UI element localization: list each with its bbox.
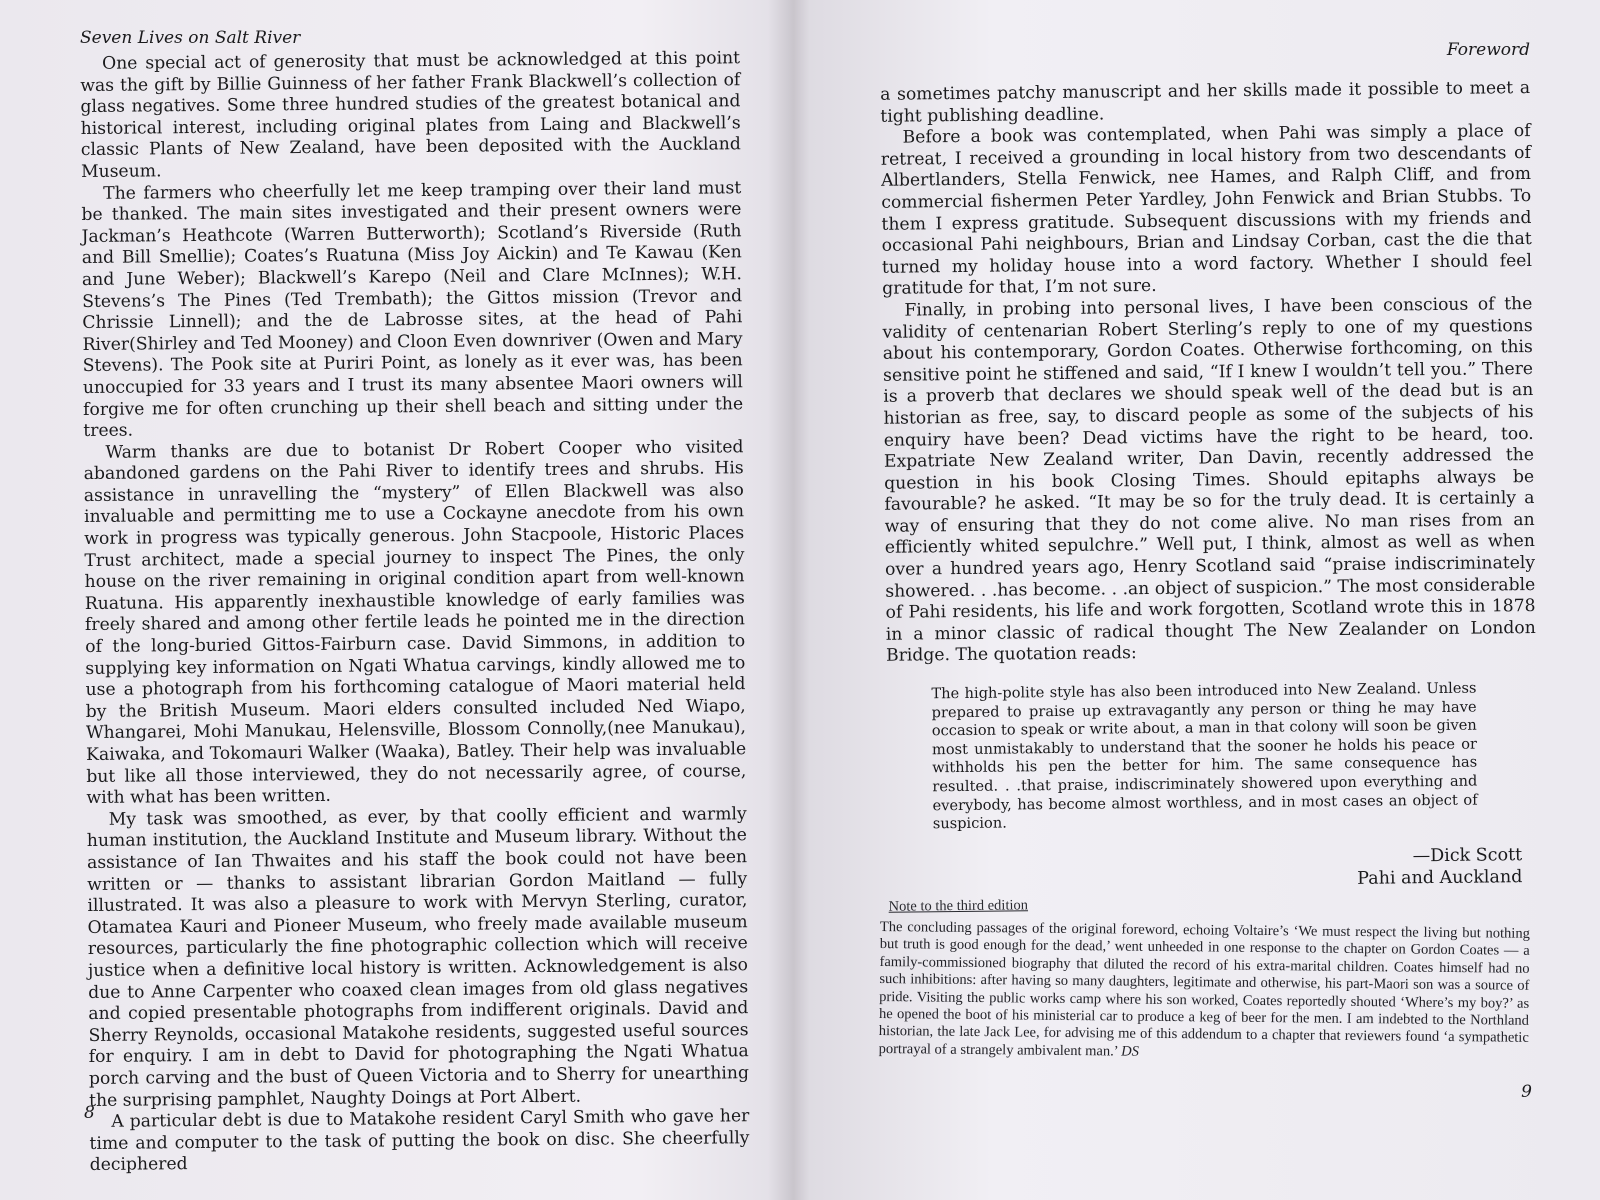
right-page-body [880,78,1539,916]
block-quote: The high-polite style has also been introduced into New Zealand. Unless prepared to praise up extravagantly any person or thing he may have occasion to speak or write about, a man in that colony will soon be given most unmistakably to understand that the sooner he holds his peace or withholds his pen the better for him. The same consequence has resulted. . .that praise, indiscriminately showered upon everything and everybody, has become almost worthless, and in most cases an object of suspicion. [931,679,1478,833]
paragraph: One special act of generosity that must be acknowledged at this point was the gift by Billie Guinness of her father Frank Blackwell’s collection of glass negatives. Some three hundred studies of the greatest botanical and historical interest, including original plates from Laing and Blackwell’s classic Plants of New Zealand, have been deposited with the Auckland Museum. [80,48,741,182]
note-initials: DS [1121,1043,1139,1060]
page-number-right: 9 [1521,1082,1532,1102]
left-page-body [80,48,750,1177]
running-head-right: Foreword [1446,40,1530,60]
signature-place: Pahi and Auckland [1357,866,1523,889]
signature [888,844,1522,895]
paragraph: Warm thanks are due to botanist Dr Robert Cooper who visited abandoned gardens on the Pahi River to identify trees and shrubs. His assistance in unravelling the “mystery” of Ellen Blackwell was also invaluable and permitting me to use a Cockayne anecdote from his own work in progress was typically generous. John Stacpoole, Historic Places Trust architect, made a special journey to inspect The Pines, the only house on the river remaining in original condition apart from well-known Ruatuna. His apparently inexhaustible knowledge of early families was freely shared and among other fertile leads he pointed me in the direction of the long-buried Gittos-Fairburn case. David Simmons, in addition to supplying key information on Ngati Whatua carvings, kindly allowed me to use a photograph from his forthcoming catalogue of Maori material held by the British Museum. Maori elders consulted included Ned Wiapo, Whangarei, Mohi Manukau, Helensville, Blossom Connolly,(nee Manukau), Kaiwaka, and Tokomauri Walker (Waaka), Batley. Their help was invaluable but like all those interviewed, they do not necessarily agree, of course, with what has been written. [83,436,747,809]
paragraph: The farmers who cheerfully let me keep tramping over their land must be thanked. The main sites investigated and their present owners were Jackman’s Heathcote (Warren Butterworth); Scotland’s Riverside (Ruth and Bill Smellie); Coates’s Ruatuna (Miss Joy Aickin) and Te Kawau (Ken and June Weber); Blackwell’s Karepo (Neil and Clare McInnes); W.H. Stevens’s The Pines (Ted Trembath); the Gittos mission (Trevor and Chrissie Linnell); and the de Labrosse sites, at the head of Pahi River(Shirley and Ted Mooney) and Cloon Even downriver (Owen and Mary Stevens). The Pook site at Puriri Point, as lonely as it ever was, has been unoccupied for 33 years and I trust its many absentee Maori owners will forgive me for often crunching up their shell beach and sitting under the trees. [81,177,744,442]
running-head-left: Seven Lives on Salt River [80,28,301,48]
note-text [879,919,1530,1065]
note-body: The concluding passages of the original foreword, echoing Voltaire’s ‘We must respect the living but nothing but truth is good enough for the dead,’ went unheeded in one response to the chapter on Gordon Coates — a family-commissioned biography that diluted the record of his extra-marital children. Coates himself had no such inhibitions: after having so many daughters, legitimate and otherwise, his part-Maori son was a source of pride. Visiting the public works camp where his son worked, Coates reportedly shouted ‘Where’s my boy?’ as he opened the boot of his ministerial car to produce a keg of beer for the men. I am indebted to the Northland historian, the late Jack Lee, for advising me of this addendum to a chapter that reviewers found ‘a sympathetic portrayal of a strangely ambivalent man.’ [878,918,1530,1060]
signature-name: —Dick Scott [1412,844,1523,867]
paragraph: Before a book was contemplated, when Pahi was simply a place of retreat, I received a grounding in local history from two descendants of Albertlanders, Stella Fenwick, nee Hames, and Ralph Cliff, and from commercial fishermen Peter Yardley, John Fenwick and Brian Stubbs. To them I express gratitude. Subsequent discussions with my friends and occasional Pahi neighbours, Brian and Lindsay Corban, cast the die that turned my holiday house into a word factory. Whether I should feel gratitude for that, I’m not sure. [880,121,1533,300]
paragraph: Finally, in probing into personal lives, I have been conscious of the validity of centenarian Robert Sterling’s reply to one of my questions about his contemporary, Gordon Coates. Otherwise forthcoming, on this sensitive point he stiffened and said, “If I knew I wouldn’t tell you.” There is a proverb that declares we should speak well of the dead but is an historian as free, say, to discard people as some of the subjects of his enquiry have been? Dead victims have the right to be heard, too. Expatriate New Zealand writer, Dan Davin, recently addressed the question in his book Closing Times. Should epitaphs always be favourable? he asked. “It may be so for the truly dead. It is certainly a way of ensuring that they do not come alive. No man rises from an efficiently whited sepulchre.” Well put, I think, almost as well as when over a hundred years ago, Henry Scotland said “praise indiscriminately showered. . .has become. . .an object of suspicion.” The most considerable of Pahi residents, his life and work forgotten, Scotland wrote this in 1878 in a minor classic of radical thought The New Zealander on London Bridge. The quotation reads: [882,293,1536,667]
left-page [0,0,790,1200]
paragraph: A particular debt is due to Matakohe resident Caryl Smith who gave her time and computer to the task of putting the book on disc. She cheerfully deciphered [89,1106,750,1176]
note-title: Note to the third edition [888,897,1029,915]
page-number-left: 8 [84,1103,95,1123]
paragraph: a sometimes patchy manuscript and her skills made it possible to meet a tight publishing deadline. [880,78,1531,127]
paragraph: My task was smoothed, as ever, by that coolly efficient and warmly human institution, the Auckland Institute and Museum library. Without the assistance of Ian Thwaites and his staff the book could not have been written or — thanks to assistant librarian Gordon Maitland — fully illustrated. It was also a pleasure to work with Mervyn Sterling, curator, Otamatea Kauri and Pioneer Museum, who freely made available museum resources, particularly the fine photographic collection which will receive justice when a definitive local history is written. Acknowledgement is also due to Anne Carpenter who coaxed clean images from old glass negatives and copied presentable photographs from indifferent originals. David and Sherry Reynolds, occasional Matakohe residents, suggested useful sources for enquiry. I am in debt to David for photographing the Ngati Whatua porch carving and the bust of Queen Victoria and to Sherry for unearthing the surprising pamphlet, Naughty Doings at Port Albert. [86,803,750,1111]
right-page [805,0,1600,1200]
